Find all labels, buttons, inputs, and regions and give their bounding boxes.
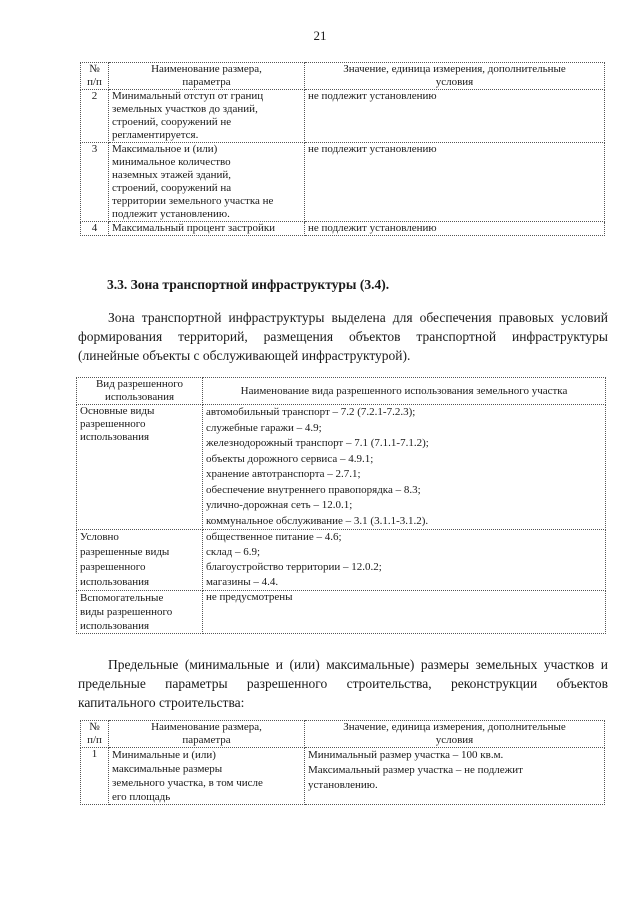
row-items: не предусмотрены [203, 591, 606, 634]
row-items: общественное питание – 4.6; склад – 6.9; благоустройство территории – 12.0.2; магазины – 4.4. [203, 530, 606, 591]
row-name: Минимальные и (или) максимальные размеры земельного участка, в том числе его площадь [109, 748, 305, 805]
table-row [81, 143, 605, 222]
table-row [77, 530, 606, 591]
intro-paragraph: Зона транспортной инфраструктуры выделена для обеспечения правовых условий формирования территорий, размещения объектов транспортной инфраструктуры (линейные объекты с обслуживающей инфраструктурой). [78, 310, 608, 363]
table-header-row [81, 721, 605, 748]
row-value: не подлежит установлению [305, 143, 605, 222]
permitted-use-table [76, 377, 606, 634]
row-name: Максимальный процент застройки [109, 222, 305, 236]
header-use-name: Наименование вида разрешенного использования земельного участка [203, 378, 606, 405]
parameters-table-1 [80, 62, 605, 236]
row-num: 1 [81, 748, 109, 805]
page-number: 21 [313, 28, 327, 43]
row-num: 2 [81, 90, 109, 143]
row-kind: Вспомогательные виды разрешенного использования [77, 591, 203, 634]
header-name: Наименование размера, параметра [109, 63, 305, 90]
table-header-row [77, 378, 606, 405]
header-num: № п/п [81, 721, 109, 748]
section-title: 3.3. Зона транспортной инфраструктуры (3.4). [107, 277, 390, 292]
row-kind: Основные виды разрешенного использования [77, 405, 203, 530]
header-name: Наименование размера, параметра [109, 721, 305, 748]
header-kind: Вид разрешенного использования [77, 378, 203, 405]
table-row [77, 405, 606, 530]
header-value: Значение, единица измерения, дополнительные условия [305, 63, 605, 90]
row-value: не подлежит установлению [305, 222, 605, 236]
header-num: № п/п [81, 63, 109, 90]
row-value: не подлежит установлению [305, 90, 605, 143]
row-items: автомобильный транспорт – 7.2 (7.2.1-7.2.3); служебные гаражи – 4.9; железнодорожный транспорт – 7.1 (7.1.1-7.1.2); объекты дорожного сервиса – 4.9.1; хранение автотранспорта – 2.7.1; обеспечение внутреннего правопорядка – 8.3; улично-дорожная сеть – 12.0.1; коммунальное обслуживание – 3.1 (3.1.1-3.1.2). [203, 405, 606, 530]
row-value: Минимальный размер участка – 100 кв.м. Максимальный размер участка – не подлежит установлению. [305, 748, 605, 805]
row-kind: Условно разрешенные виды разрешенного использования [77, 530, 203, 591]
table-row [81, 748, 605, 805]
row-name: Максимальное и (или) минимальное количество наземных этажей зданий, строений, сооружений на территории земельного участка не подлежит установлению. [109, 143, 305, 222]
table-row [81, 90, 605, 143]
row-name: Минимальный отступ от границ земельных участков до зданий, строений, сооружений не регламентируется. [109, 90, 305, 143]
row-num: 3 [81, 143, 109, 222]
table-header-row [81, 63, 605, 90]
table-row [81, 222, 605, 236]
parameters-table-2 [80, 720, 605, 805]
row-num: 4 [81, 222, 109, 236]
limits-paragraph: Предельные (минимальные и (или) максимальные) размеры земельных участков и предельные параметры разрешенного строительства, реконструкции объектов капитального строительства: [78, 657, 608, 710]
table-row [77, 591, 606, 634]
header-value: Значение, единица измерения, дополнительные условия [305, 721, 605, 748]
